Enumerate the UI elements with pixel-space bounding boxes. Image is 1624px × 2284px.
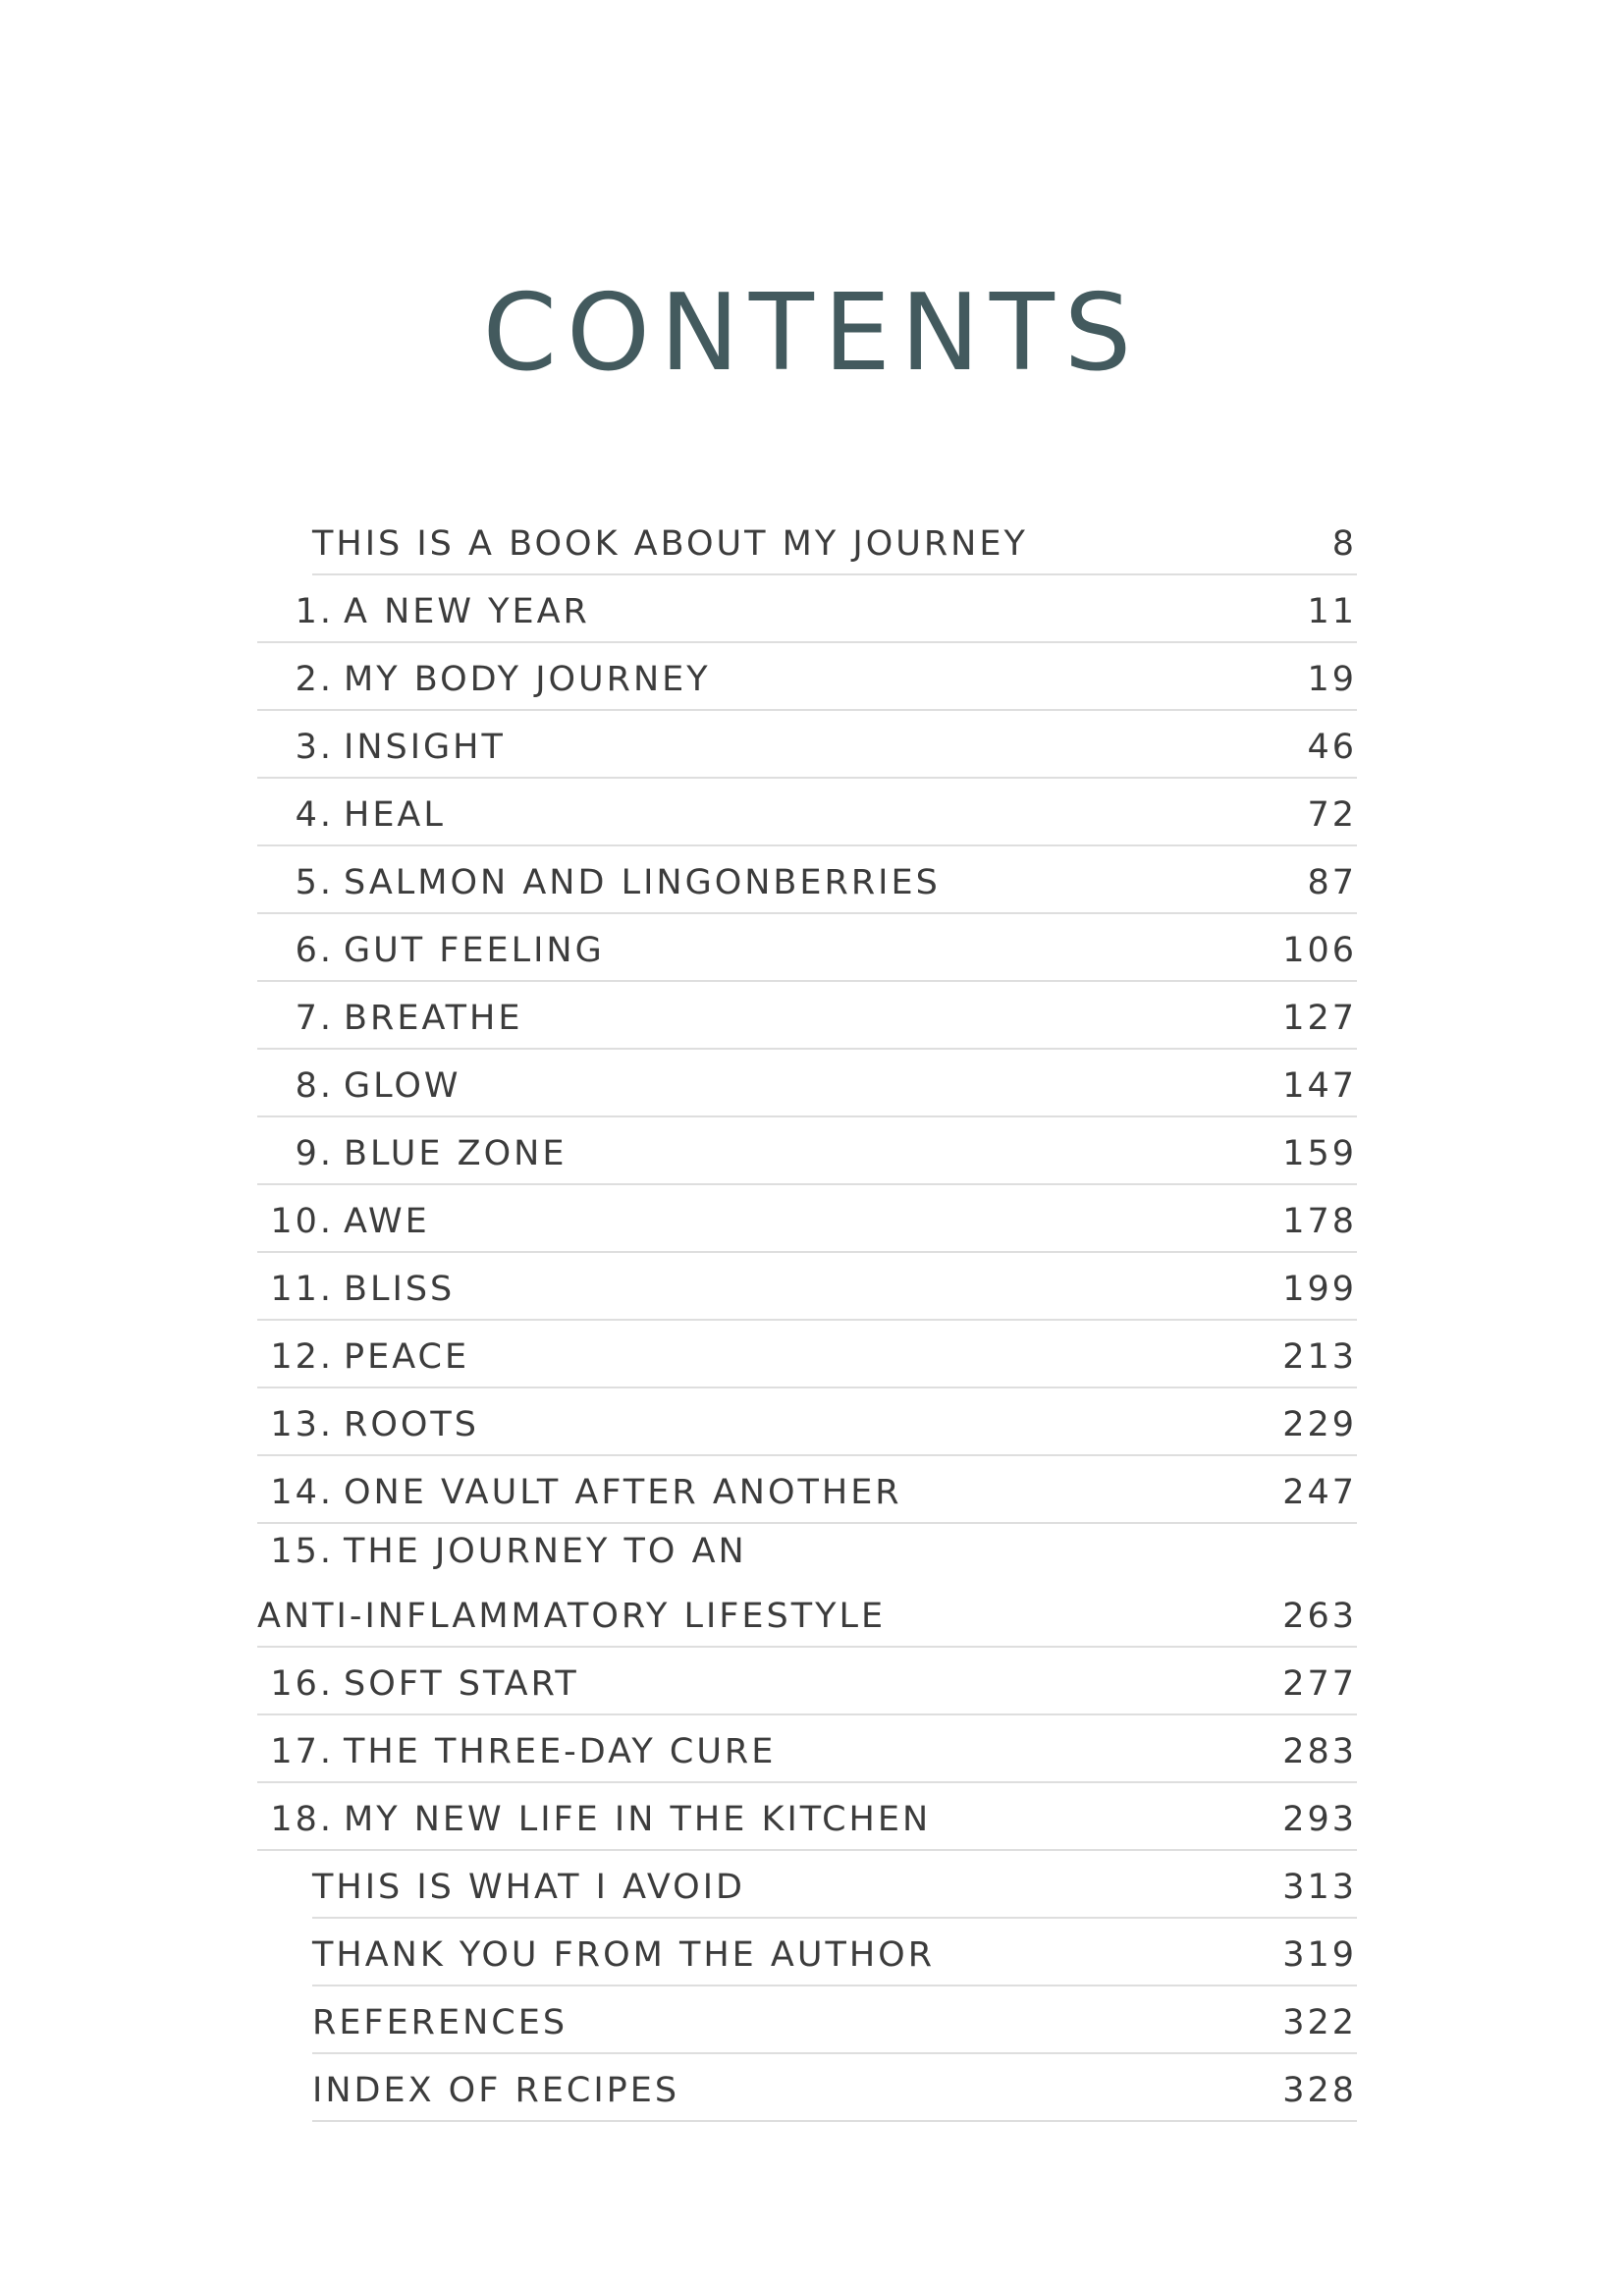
toc-entry bbox=[312, 508, 1357, 575]
entry-title: SALMON AND LINGONBERRIES bbox=[344, 863, 941, 902]
entry-title: MY BODY JOURNEY bbox=[344, 660, 711, 699]
entry-title: INSIGHT bbox=[344, 728, 506, 767]
entry-title: REFERENCES bbox=[312, 2003, 568, 2042]
entry-page: 247 bbox=[1282, 1473, 1357, 1512]
toc-entry bbox=[257, 779, 1357, 846]
entry-title: BREATHE bbox=[344, 999, 523, 1038]
entry-page: 213 bbox=[1282, 1337, 1357, 1377]
toc-entry bbox=[257, 1524, 1357, 1648]
entry-page: 283 bbox=[1282, 1732, 1357, 1771]
page-title: CONTENTS bbox=[482, 272, 1142, 396]
chapter-number: 14. bbox=[270, 1473, 334, 1512]
toc-entry bbox=[257, 914, 1357, 982]
chapter-number: 11. bbox=[270, 1270, 334, 1309]
entry-title: THIS IS A BOOK ABOUT MY JOURNEY bbox=[312, 524, 1028, 564]
toc-entry bbox=[257, 1050, 1357, 1117]
entry-title: PEACE bbox=[344, 1337, 470, 1377]
toc-entry bbox=[257, 982, 1357, 1050]
entry-page: 106 bbox=[1282, 931, 1357, 970]
chapter-number: 15. bbox=[270, 1532, 334, 1571]
toc-entry bbox=[257, 711, 1357, 779]
entry-page: 147 bbox=[1282, 1066, 1357, 1106]
entry-title: THANK YOU FROM THE AUTHOR bbox=[312, 1935, 936, 1975]
toc-entry bbox=[312, 1851, 1357, 1919]
table-of-contents bbox=[257, 508, 1357, 2122]
entry-title: AWE bbox=[344, 1202, 430, 1241]
entry-page: 11 bbox=[1307, 592, 1357, 631]
chapter-number: 3. bbox=[295, 728, 334, 767]
entry-title: GUT FEELING bbox=[344, 931, 605, 970]
toc-entry bbox=[257, 643, 1357, 711]
entry-title: BLUE ZONE bbox=[344, 1134, 568, 1173]
chapter-number: 16. bbox=[270, 1664, 334, 1704]
chapter-number: 12. bbox=[270, 1337, 334, 1377]
chapter-number: 6. bbox=[295, 931, 334, 970]
entry-page: 159 bbox=[1282, 1134, 1357, 1173]
entry-page: 319 bbox=[1282, 1935, 1357, 1975]
toc-entry bbox=[257, 846, 1357, 914]
chapter-number: 18. bbox=[270, 1800, 334, 1839]
toc-entry bbox=[257, 575, 1357, 643]
toc-entry bbox=[257, 1648, 1357, 1715]
entry-page: 46 bbox=[1307, 728, 1357, 767]
chapter-number: 17. bbox=[270, 1732, 334, 1771]
entry-page: 199 bbox=[1282, 1270, 1357, 1309]
toc-entry bbox=[312, 2054, 1357, 2122]
entry-title-continued: ANTI-INFLAMMATORY LIFESTYLE bbox=[257, 1597, 887, 1636]
entry-page: 72 bbox=[1307, 795, 1357, 835]
chapter-number: 2. bbox=[295, 660, 334, 699]
entry-page: 263 bbox=[1282, 1597, 1357, 1636]
toc-entry bbox=[257, 1117, 1357, 1185]
chapter-number: 7. bbox=[295, 999, 334, 1038]
chapter-number: 8. bbox=[295, 1066, 334, 1106]
entry-page: 87 bbox=[1307, 863, 1357, 902]
entry-title: THE JOURNEY TO AN bbox=[344, 1532, 747, 1571]
entry-title: GLOW bbox=[344, 1066, 461, 1106]
entry-title: INDEX OF RECIPES bbox=[312, 2071, 680, 2110]
chapter-number: 4. bbox=[295, 795, 334, 835]
chapter-number: 10. bbox=[270, 1202, 334, 1241]
entry-title: SOFT START bbox=[344, 1664, 579, 1704]
chapter-number: 13. bbox=[270, 1405, 334, 1444]
toc-entry bbox=[257, 1456, 1357, 1524]
toc-entry bbox=[312, 1919, 1357, 1986]
entry-title: THE THREE-DAY CURE bbox=[344, 1732, 777, 1771]
toc-entry bbox=[257, 1321, 1357, 1388]
entry-title: A NEW YEAR bbox=[344, 592, 590, 631]
entry-page: 328 bbox=[1282, 2071, 1357, 2110]
entry-page: 229 bbox=[1282, 1405, 1357, 1444]
entry-title: BLISS bbox=[344, 1270, 456, 1309]
entry-title: HEAL bbox=[344, 795, 446, 835]
entry-page: 178 bbox=[1282, 1202, 1357, 1241]
toc-entry bbox=[257, 1388, 1357, 1456]
entry-title: ROOTS bbox=[344, 1405, 480, 1444]
chapter-number: 1. bbox=[295, 592, 334, 631]
entry-title: MY NEW LIFE IN THE KITCHEN bbox=[344, 1800, 932, 1839]
toc-entry bbox=[257, 1253, 1357, 1321]
entry-title: ONE VAULT AFTER ANOTHER bbox=[344, 1473, 902, 1512]
entry-title: THIS IS WHAT I AVOID bbox=[312, 1868, 745, 1907]
entry-page: 322 bbox=[1282, 2003, 1357, 2042]
chapter-number: 9. bbox=[295, 1134, 334, 1173]
toc-entry bbox=[257, 1185, 1357, 1253]
entry-page: 127 bbox=[1282, 999, 1357, 1038]
entry-page: 19 bbox=[1307, 660, 1357, 699]
entry-page: 293 bbox=[1282, 1800, 1357, 1839]
toc-entry bbox=[312, 1986, 1357, 2054]
entry-page: 313 bbox=[1282, 1868, 1357, 1907]
toc-entry bbox=[257, 1715, 1357, 1783]
entry-page: 8 bbox=[1331, 524, 1357, 564]
chapter-number: 5. bbox=[295, 863, 334, 902]
toc-entry bbox=[257, 1783, 1357, 1851]
entry-page: 277 bbox=[1282, 1664, 1357, 1704]
